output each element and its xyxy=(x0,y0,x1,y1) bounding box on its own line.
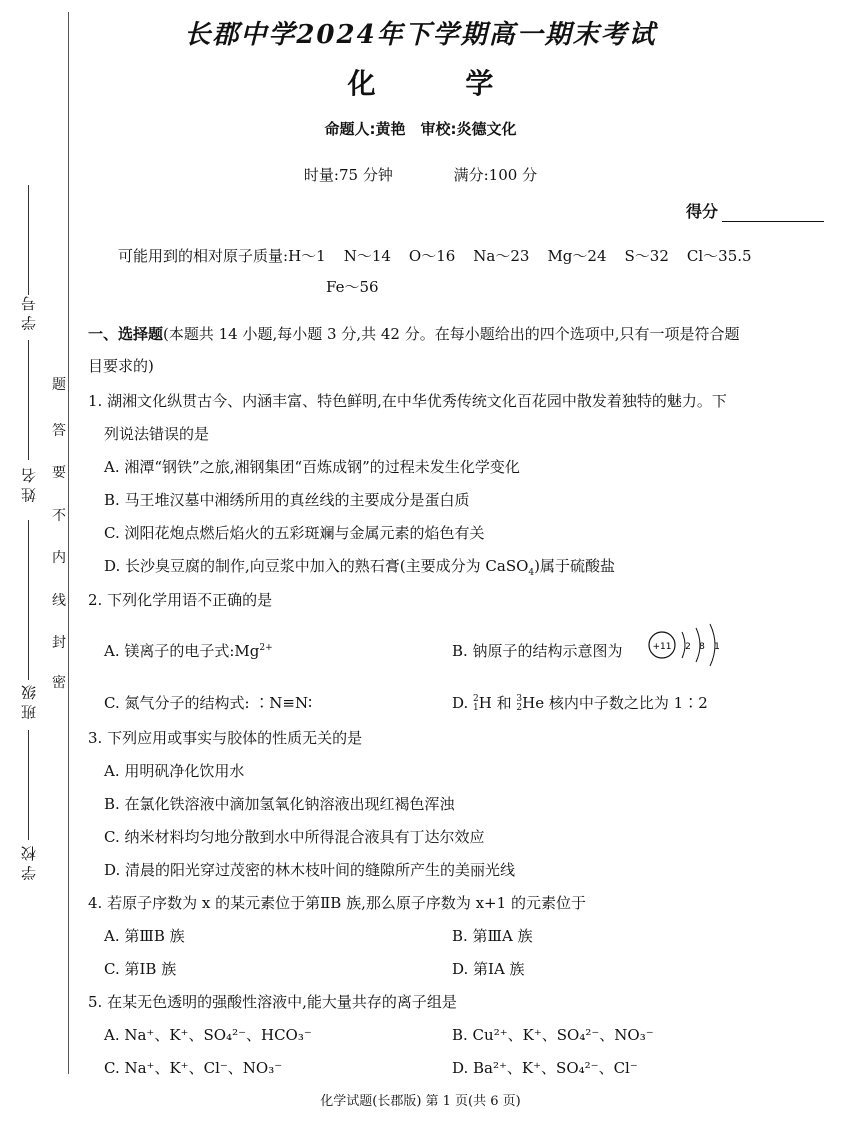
time-limit: 时量:75 分钟 xyxy=(303,166,393,184)
atomic-number: 1 xyxy=(473,703,479,713)
q4-option-c: C. 第ⅠB 族 xyxy=(104,960,177,978)
q1-option-c: C. 浏阳花炮点燃后焰火的五彩斑斓与金属元素的焰色有关 xyxy=(104,524,485,542)
q1-option-d xyxy=(104,555,615,578)
q2-option-d-text: D. xyxy=(452,694,469,712)
mass-item: O～16 xyxy=(408,247,456,265)
section-heading: 一、选择题 xyxy=(88,325,164,343)
masses-intro: 可能用到的相对原子质量: xyxy=(118,247,289,265)
q5-option-d: D. Ba²⁺、K⁺、SO₄²⁻、Cl⁻ xyxy=(452,1059,638,1077)
page-footer: 化学试题(长郡版) 第 1 页(共 6 页) xyxy=(320,1094,521,1109)
q5-option-b: B. Cu²⁺、K⁺、SO₄²⁻、NO₃⁻ xyxy=(452,1026,654,1044)
q1-stem: 1. 湖湘文化纵贯古今、内涵丰富、特色鲜明,在中华优秀传统文化百花园中散发着独特的魅力。下 xyxy=(88,392,727,410)
class-underline xyxy=(28,520,29,680)
mass-item: H～1 xyxy=(288,247,326,265)
q4-option-b: B. 第ⅢA 族 xyxy=(452,927,533,945)
section-heading-line xyxy=(88,323,740,344)
q5-stem: 5. 在某无色透明的强酸性溶液中,能大量共存的离子组是 xyxy=(88,993,457,1011)
mass-item: S～32 xyxy=(624,247,669,265)
q3-option-b: B. 在氯化铁溶液中滴加氢氧化钠溶液出现红褐色浑浊 xyxy=(104,795,455,813)
name-label: 姓 名 xyxy=(20,468,38,503)
shell-electrons: 2 xyxy=(685,642,691,652)
mass-item: Fe～56 xyxy=(326,278,379,296)
seal-char: 答 xyxy=(52,423,66,439)
score-blank xyxy=(722,205,824,222)
mass-number: 2 xyxy=(473,694,479,704)
seal-char: 要 xyxy=(52,465,66,481)
q2-stem: 2. 下列化学用语不正确的是 xyxy=(88,591,273,609)
q1-option-b: B. 马王堆汉墓中湘绣所用的真丝线的主要成分是蛋白质 xyxy=(104,491,470,509)
q1-option-d-text: )属于硫酸盐 xyxy=(534,557,616,575)
seal-char: 封 xyxy=(52,635,66,651)
seal-char: 线 xyxy=(52,593,66,609)
seal-char: 密 xyxy=(52,675,66,691)
superscript: 2+ xyxy=(259,643,273,653)
q4-stem: 4. 若原子序数为 x 的某元素位于第ⅡB 族,那么原子序数为 x+1 的元素位于 xyxy=(88,894,586,912)
exam-timing xyxy=(0,164,841,185)
mass-item: Cl～35.5 xyxy=(686,247,752,265)
q3-option-c: C. 纳米材料均匀地分散到水中所得混合液具有丁达尔效应 xyxy=(104,828,485,846)
school-label: 学 校 xyxy=(20,846,38,881)
q1-option-a: A. 湘潭“钢铁”之旅,湘钢集团“百炼成钢”的过程未发生化学变化 xyxy=(104,458,520,476)
school-underline xyxy=(28,730,29,840)
q2-option-d-text: He 核内中子数之比为 1∶2 xyxy=(522,694,708,712)
shell-electrons: 8 xyxy=(699,642,705,652)
q5-option-c: C. Na⁺、K⁺、Cl⁻、NO₃⁻ xyxy=(104,1059,283,1077)
student-no-underline xyxy=(28,185,29,295)
seal-char: 题 xyxy=(52,377,66,393)
exam-title: 长郡中学2024年下学期高一期末考试 xyxy=(184,20,657,50)
seal-char: 不 xyxy=(52,508,66,524)
seal-char: 内 xyxy=(52,550,66,566)
q1-stem-cont: 列说法错误的是 xyxy=(104,425,210,443)
sodium-atom-diagram xyxy=(646,620,726,670)
subscript: 4 xyxy=(528,568,535,578)
mass-item: Na～23 xyxy=(473,247,530,265)
subject-title: 化 学 xyxy=(347,67,534,100)
nucleus-charge: +11 xyxy=(652,642,672,652)
atomic-number: 2 xyxy=(516,703,523,713)
q3-stem: 3. 下列应用或事实与胶体的性质无关的是 xyxy=(88,729,363,747)
name-underline xyxy=(28,340,29,460)
q2-option-d xyxy=(452,692,708,713)
q1-option-d-text: D. 长沙臭豆腐的制作,向豆浆中加入的熟石膏(主要成分为 CaSO xyxy=(104,557,529,575)
shell-electrons: 1 xyxy=(714,642,720,652)
mass-number: 3 xyxy=(516,694,523,704)
mass-item: Mg～24 xyxy=(547,247,607,265)
mass-item: N～14 xyxy=(343,247,391,265)
q2-option-b: B. 钠原子的结构示意图为 xyxy=(452,642,623,660)
q4-option-a: A. 第ⅢB 族 xyxy=(104,927,185,945)
q3-option-d: D. 清晨的阳光穿过茂密的林木枝叶间的缝隙所产生的美丽光线 xyxy=(104,861,516,879)
q2-option-d-text: H 和 xyxy=(478,694,512,712)
q2-option-c: C. 氮气分子的结构式: ∶N≡N∶ xyxy=(104,694,313,712)
score-field xyxy=(686,199,824,222)
q2-option-a xyxy=(104,640,273,661)
authors: 命题人:黄艳 审校:炎德文化 xyxy=(324,120,517,138)
student-no-label: 学 号 xyxy=(20,296,38,331)
q2-option-a-text: A. 镁离子的电子式:Mg xyxy=(104,642,260,660)
full-score: 满分:100 分 xyxy=(453,166,538,184)
q4-option-d: D. 第ⅠA 族 xyxy=(452,960,525,978)
q5-option-a: A. Na⁺、K⁺、SO₄²⁻、HCO₃⁻ xyxy=(104,1026,312,1044)
q3-option-a: A. 用明矾净化饮用水 xyxy=(104,762,245,780)
section-desc: (本题共 14 小题,每小题 3 分,共 42 分。在每小题给出的四个选项中,只有一项是符合题 xyxy=(163,325,740,343)
section-desc-cont: 目要求的) xyxy=(88,357,154,375)
score-label: 得分 xyxy=(686,202,719,221)
class-label: 班 级 xyxy=(20,685,38,720)
atomic-masses xyxy=(118,245,770,266)
